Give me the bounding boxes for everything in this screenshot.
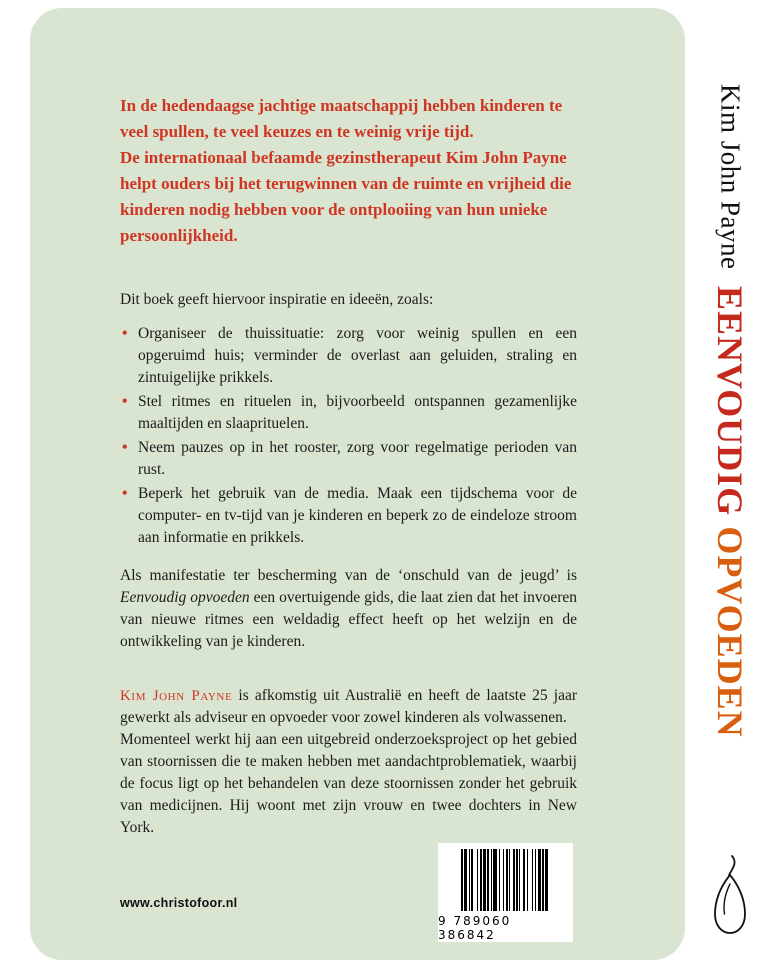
spine-title-word-1: EENVOUDIG	[710, 286, 750, 517]
intro-line-2: De internationaal befaamde gezinstherapeut Kim John Payne helpt ouders bij het terugwinnen van de ruimte en vrijheid die kinderen nodig hebben voor de ontplooiing van hun unieke persoonlijkheid.	[120, 148, 572, 245]
spine-book-title	[712, 286, 748, 738]
barcode-bars	[461, 849, 550, 911]
manifest-pre: Als manifestatie ter bescherming van de ‘onschuld van de jeugd’ is	[120, 567, 577, 584]
intro-paragraph	[120, 93, 577, 249]
author-bio-text-1: is afkomstig uit Australië en heeft de laatste 25 jaar gewerkt als adviseur en opvoeder voor zowel kinderen als volwassenen.	[120, 687, 577, 726]
list-item: • Beperk het gebruik van de media. Maak een tijdschema voor de computer- en tv-tijd van je kinderen en beperk zo de eindeloze stroom aan informatie en prikkels.	[120, 483, 577, 549]
manifest-paragraph	[120, 565, 577, 653]
publisher-website: www.christofoor.nl	[120, 896, 238, 910]
author-bio-paragraph-2: Momenteel werkt hij aan een uitgebreid onderzoeksproject op het gebied van stoornissen die te maken hebben met aandachtproblematiek, waarbij de focus ligt op het behandelen van deze stoornissen zonder het gebruik van medicijnen. Hij woont met zijn vrouw en twee dochters in New York.	[120, 731, 577, 836]
isbn-barcode	[438, 843, 573, 942]
spine-title-word-2: OPVOEDEN	[710, 526, 750, 738]
cover-panel	[30, 8, 685, 960]
list-item: • Neem pauzes op in het rooster, zorg voor regelmatige perioden van rust.	[120, 437, 577, 481]
publisher-logo-icon	[712, 854, 748, 936]
list-item: • Stel ritmes en rituelen in, bijvoorbeeld ontspannen gezamenlijke maaltijden en slaaprituelen.	[120, 391, 577, 435]
barcode-number: 9 789060 386842	[438, 914, 512, 942]
manifest-post: een overtuigende gids, die laat zien dat het invoeren van nieuwe ritmes een weldadig effect heeft op het welzijn en de ontwikkeling van je kinderen.	[120, 589, 577, 650]
bullet-list	[120, 323, 577, 549]
list-item: • Organiseer de thuissituatie: zorg voor weinig spullen en een opgeruimd huis; verminder de overlast aan geluiden, straling en zintuigelijke prikkels.	[120, 323, 577, 389]
author-bio-paragraph-1	[120, 685, 577, 729]
author-bio	[120, 685, 577, 839]
spine-author-name: Kim John Payne	[715, 84, 746, 270]
lead-line: Dit boek geeft hiervoor inspiratie en ideeën, zoals:	[120, 291, 434, 308]
intro-line-1: In de hedendaagse jachtige maatschappij hebben kinderen te veel spullen, te veel keuzes en te weinig vrije tijd.	[120, 96, 563, 141]
author-name: Kim John Payne	[120, 688, 233, 704]
book-title-italic: Eenvoudig opvoeden	[120, 589, 250, 606]
spine-strip	[685, 0, 775, 960]
